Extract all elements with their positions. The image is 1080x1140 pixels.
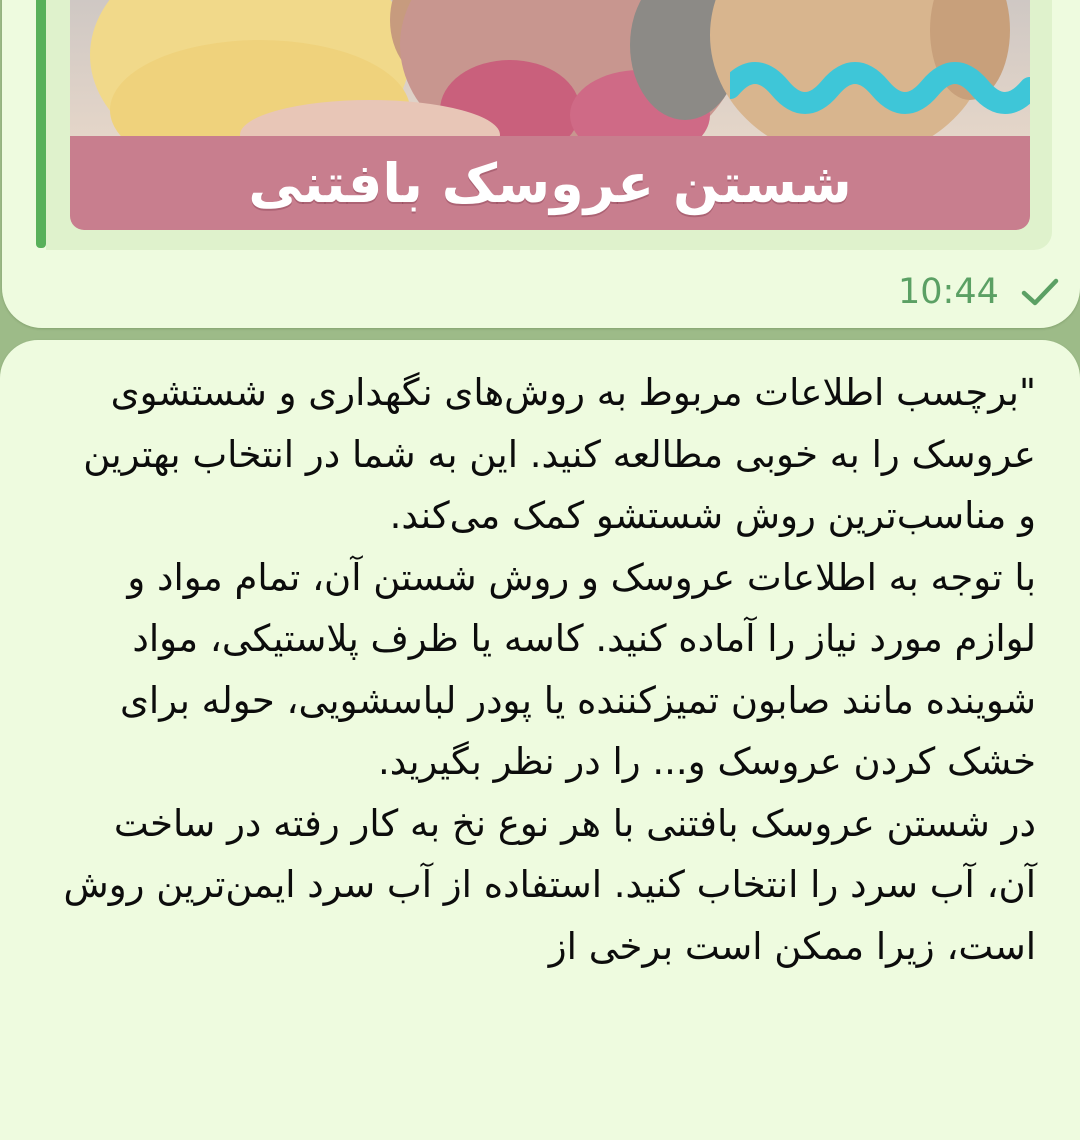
photo-title: شستن عروسک بافتنی [248, 151, 852, 215]
photo-title-banner [70, 136, 1030, 230]
wave-decoration [730, 58, 1030, 118]
message-photo[interactable] [70, 0, 1030, 140]
message-text: "برچسب اطلاعات مربوط به روش‌های نگهداری و شستشوی عروسک را به خوبی مطالعه کنید. این به شما در انتخاب بهترین و مناسب‌ترین روش شستشو کمک می‌کند. با توجه به اطلاعات عروسک و روش شستن آن، تمام مواد و لوازم مورد نیاز را آماده کنید. کاسه یا ظرف پلاستیکی، مواد شوینده مانند صابون تمیزکننده یا پودر لباسشویی، حوله برای خشک کردن عروسک و... را در نظر بگیرید. در شستن عروسک بافتنی با هر نوع نخ به کار رفته در ساخت آن، آب سرد را انتخاب کنید. استفاده از آب سرد ایمن‌ترین روش است، زیرا ممکن است برخی از [63, 371, 1036, 968]
message-time: 10:44 [898, 272, 999, 312]
link-preview-accent-bar [36, 0, 46, 248]
single-check-icon [1020, 276, 1060, 308]
